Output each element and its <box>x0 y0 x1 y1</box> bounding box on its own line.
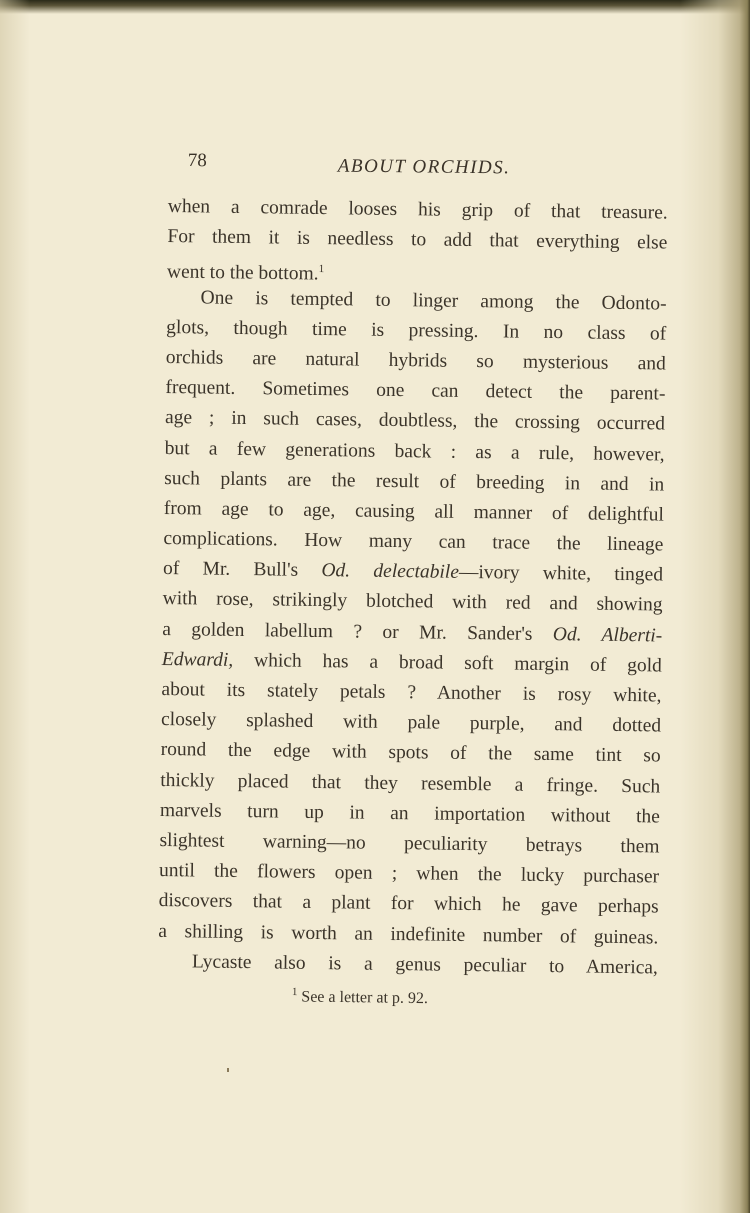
footnote <box>292 986 428 1008</box>
footnote-text: See a letter at p. 92. <box>301 988 429 1008</box>
gutter-shadow <box>680 0 750 1213</box>
species-name-italic: Edwardi, <box>161 648 234 671</box>
text-line: thickly placed that they resemble a fringe. Such <box>160 769 661 798</box>
text-line: round the edge with spots of the same tint so <box>160 739 661 767</box>
text-line: slightest warning—no peculiarity betrays them <box>159 829 660 858</box>
text-segment: which has a broad soft margin of gold <box>233 649 662 677</box>
left-edge-shade <box>0 0 30 1213</box>
text-line: when a comrade looses his grip of that treasure. <box>167 195 668 224</box>
text-line: about its stately petals ? Another is rosy white, <box>161 678 662 707</box>
text-line: from age to age, causing all manner of delightful <box>163 497 664 526</box>
paragraph-start-line: Lycaste also is a genus peculiar to America, <box>191 951 659 979</box>
text-segment: a golden labellum ? or Mr. Sander's <box>162 618 533 645</box>
running-head: ABOUT ORCHIDS. <box>337 155 511 179</box>
text-line: For them it is needless to add that everything else <box>167 226 668 254</box>
text-line: such plants are the result of breeding in and in <box>164 467 665 496</box>
text-line: complications. How many can trace the lineage <box>163 528 664 556</box>
text-line-content: went to the bottom. <box>166 261 319 285</box>
top-edge-shadow <box>0 0 750 14</box>
text-line: until the flowers open ; when the lucky purchaser <box>158 860 660 888</box>
page-header <box>188 146 658 191</box>
footnote-reference: 1 <box>318 263 325 276</box>
text-segment: —ivory white, tinged <box>458 562 664 586</box>
footnote-marker: 1 <box>291 986 298 999</box>
species-name-italic: Od. Alberti- <box>552 623 663 647</box>
paper-speck <box>227 1068 229 1072</box>
page-number: 78 <box>187 149 207 172</box>
text-line: with rose, strikingly blotched with red and showing <box>162 588 663 616</box>
text-line: closely splashed with pale purple, and dotted <box>160 709 662 737</box>
text-line: age ; in such cases, doubtless, the crossing occurred <box>164 407 666 435</box>
text-line: glots, though time is pressing. In no class of <box>166 316 667 345</box>
text-line: a shilling is worth an indefinite number of guineas. <box>158 920 659 948</box>
text-line: orchids are natural hybrids so mysterious and <box>165 346 666 375</box>
text-line: but a few generations back : as a rule, however, <box>164 437 665 466</box>
text-segment: of Mr. Bull's <box>162 558 299 581</box>
text-line: discovers that a plant for which he gave perhaps <box>158 890 659 918</box>
text-line: frequent. Sometimes one can detect the parent- <box>165 377 666 405</box>
species-name-italic: Od. delectabile <box>321 560 460 584</box>
paragraph-start-line: One is tempted to linger among the Odonto- <box>200 286 667 315</box>
text-line: marvels turn up in an importation without the <box>159 799 661 828</box>
body-text <box>158 192 668 983</box>
